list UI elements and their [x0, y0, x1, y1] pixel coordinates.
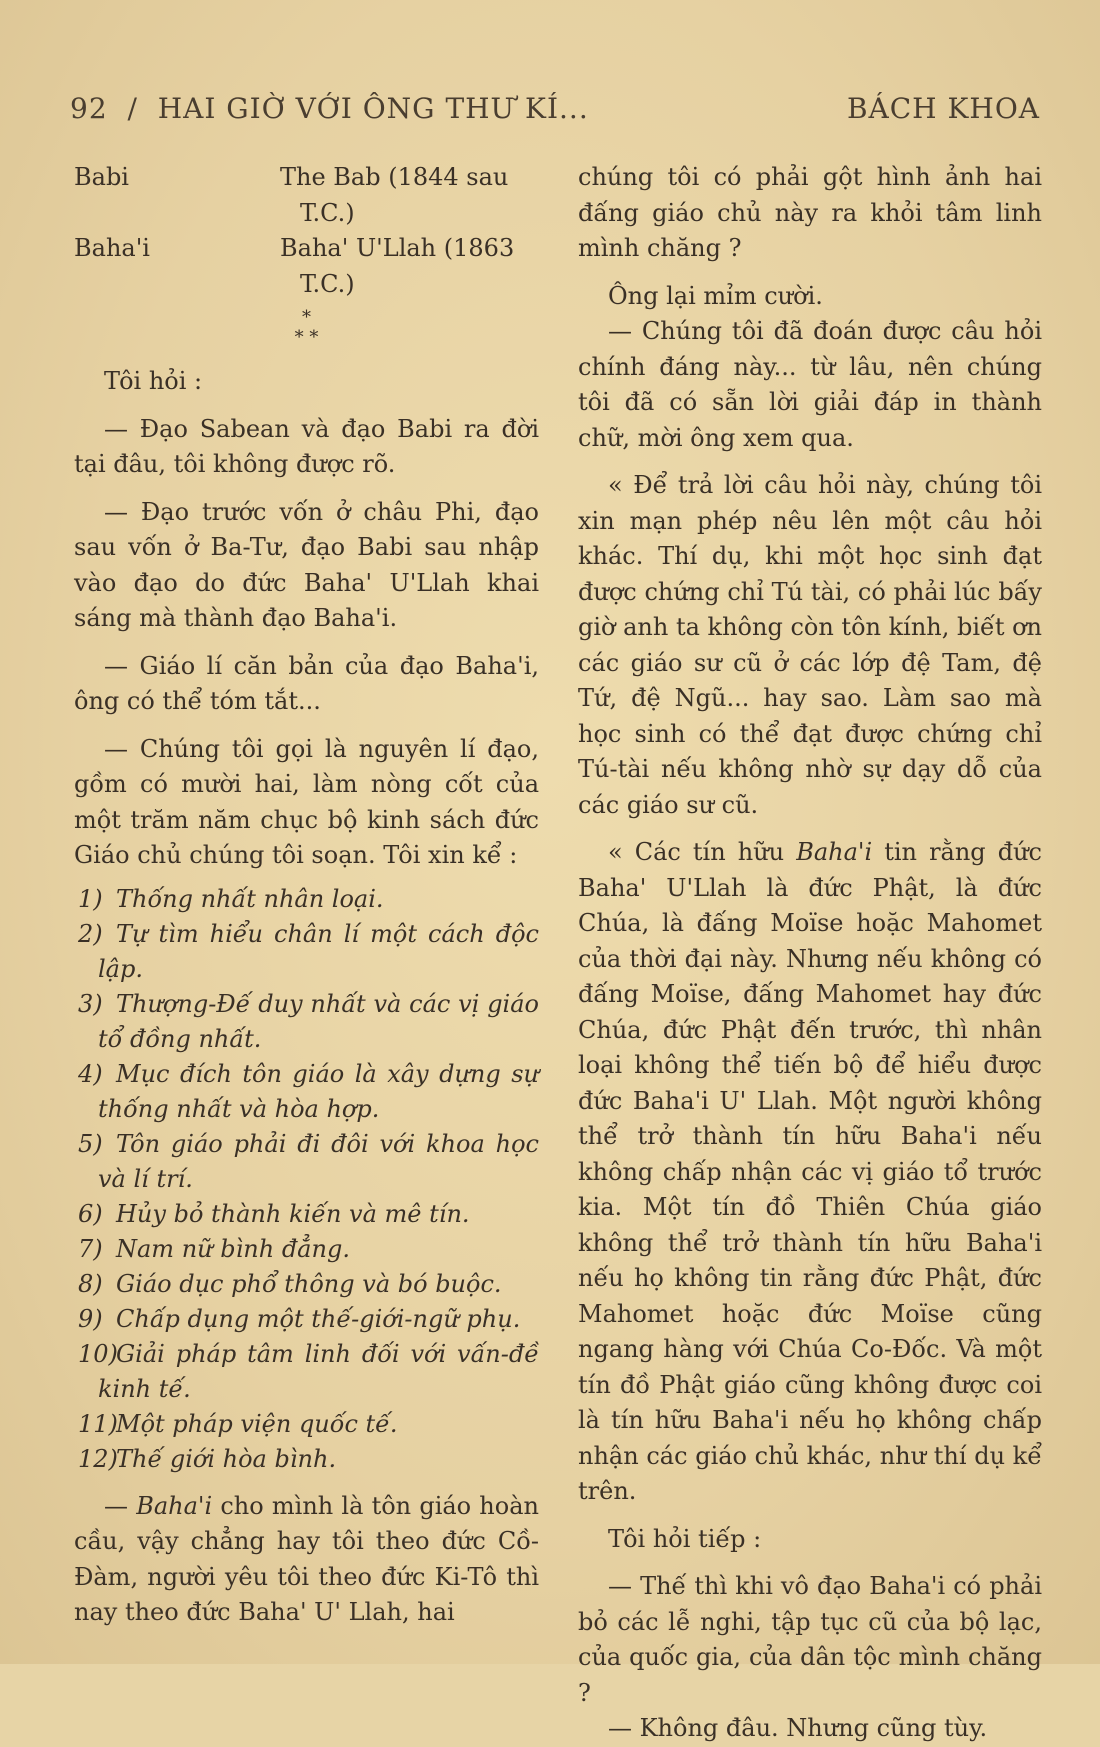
principle-number: 8): [78, 1269, 103, 1298]
principle-item: [74, 1337, 539, 1407]
principle-number: 2): [78, 919, 103, 948]
paragraph: Ông lại mỉm cười.: [608, 281, 823, 310]
principle-number: 1): [78, 884, 103, 913]
dict-definition: [280, 160, 542, 231]
paragraph: Tôi hỏi :: [104, 367, 203, 395]
principle-number: 12): [78, 1444, 118, 1473]
dict-entry-babi: [74, 160, 539, 231]
paragraph: — Không đâu. Nhưng cũng tùy.: [608, 1714, 988, 1742]
principle-text: Hủy bỏ thành kiến và mê tín.: [116, 1199, 470, 1228]
principle-text: Tôn giáo phải đi đôi với khoa học và lí trí.: [98, 1129, 539, 1193]
principle-text: Nam nữ bình đẳng.: [116, 1234, 350, 1263]
principle-text: Mục đích tôn giáo là xây dựng sự thống nhất và hòa hợp.: [98, 1059, 539, 1123]
header-separator: /: [127, 92, 138, 125]
principle-number: 3): [78, 989, 103, 1018]
header-left: [70, 92, 589, 125]
principle-number: 9): [78, 1304, 103, 1333]
principle-number: 10): [78, 1339, 118, 1368]
dict-def-line: T.C.): [300, 269, 355, 298]
principles-list: [74, 882, 539, 1477]
dict-term: Baha'i: [74, 234, 150, 262]
paragraph: [74, 1489, 539, 1631]
running-title: HAI GIỜ VỚI ÔNG THƯ KÍ...: [157, 92, 589, 125]
text-run: tin rằng đức Baha' U'Llah là đức Phật, là đức Chúa, là đấng Moïse hoặc Mahomet của thời đại này. Nhưng nếu không có đấng Moïse, đấng Mahomet hay đức Chúa, đức Phật đến trước, thì nhân loại không thể tiến bộ để hiểu được đức Baha'i U' Llah. Một người không thể trở thành tín hữu Baha'i nếu không chấp nhận các vị giáo tổ trước kia. Một tín đồ Thiên Chúa giáo không thể trở thành tín hữu Baha'i nếu họ không tin rằng đức Phật, đức Mahomet hoặc đức Moïse cũng ngang hàng với Chúa Co-Đốc. Và một tín đồ Phật giáo cũng không được coi là tín hữu Baha'i nếu họ không chấp nhận các giáo chủ khác, như thí dụ kể trên.: [578, 838, 1042, 1505]
paragraph: « Để trả lời câu hỏi này, chúng tôi xin mạn phép nêu lên một câu hỏi khác. Thí dụ, khi một học sinh đạt được chứng chỉ Tú tài, có phải lúc bấy giờ anh ta không còn tôn kính, biết ơn các giáo sư cũ ở các lớp đệ Tam, đệ Tứ, đệ Ngũ... hay sao. Làm sao mà học sinh có thể đạt được chứng chỉ Tú-tài nếu không nhờ sự dạy dỗ của các giáo sư cũ.: [578, 471, 1042, 819]
principle-number: 11): [78, 1409, 118, 1438]
right-column: [578, 160, 1042, 1747]
principle-item: [74, 917, 539, 987]
dict-definition: [280, 231, 542, 302]
paragraph: — Đạo Sabean và đạo Babi ra đời tại đâu, tôi không được rõ.: [74, 414, 539, 478]
principle-item: [74, 1197, 539, 1232]
principle-item: [74, 1302, 539, 1337]
paragraph: — Chúng tôi gọi là nguyên lí đạo, gồm có mười hai, làm nòng cốt của một trăm năm chục bộ kinh sách đức Giáo chủ chúng tôi soạn. Tôi xin kể :: [74, 734, 539, 869]
publication-name: BÁCH KHOA: [846, 92, 1040, 125]
principle-item: [74, 1057, 539, 1127]
principle-item: [74, 1442, 539, 1477]
dict-def-line: T.C.): [300, 198, 355, 227]
paragraph: [578, 835, 1042, 1510]
principle-item: [74, 882, 539, 917]
dict-term: Babi: [74, 163, 129, 191]
text-run: cho mình là tôn giáo hoàn cầu, vậy chẳng hay tôi theo đức Cồ-Đàm, người yêu tôi theo đức Ki-Tô thì nay theo đức Baha' U' Llah, hai: [74, 1491, 539, 1626]
paragraph: Tôi hỏi tiếp :: [608, 1524, 762, 1553]
principle-text: Tự tìm hiểu chân lí một cách độc lập.: [98, 919, 539, 983]
left-column: [74, 160, 539, 1631]
page-number: 92: [70, 92, 108, 125]
principle-text: Chấp dụng một thế-giới-ngữ phụ.: [116, 1304, 521, 1333]
principle-item: [74, 1267, 539, 1302]
text-run: « Các tín hữu: [608, 838, 797, 866]
section-break-asterisks: [74, 302, 539, 364]
principle-text: Thế giới hòa bình.: [116, 1444, 337, 1473]
principle-text: Thống nhất nhân loại.: [116, 884, 384, 913]
principle-number: 6): [78, 1199, 103, 1228]
text-run-italic: Baha'i: [796, 838, 873, 866]
paragraph: — Đạo trước vốn ở châu Phi, đạo sau vốn ở Ba-Tư, đạo Babi sau nhập vào đạo do đức Baha' U'Llah khai sáng mà thành đạo Baha'i.: [74, 497, 539, 632]
principle-item: [74, 1407, 539, 1442]
principle-item: [74, 987, 539, 1057]
principle-number: 7): [78, 1234, 103, 1263]
dict-entry-bahai: [74, 231, 539, 302]
principle-text: Giáo dục phổ thông và bó buộc.: [116, 1269, 502, 1298]
text-run-italic: Baha'i: [136, 1491, 213, 1520]
text-run: —: [104, 1491, 137, 1520]
asterism: * * *: [294, 307, 319, 348]
principle-text: Một pháp viện quốc tế.: [116, 1409, 398, 1438]
dict-def-line: The Bab (1844 sau: [280, 163, 509, 191]
principle-text: Giải pháp tâm linh đối với vấn-đề kinh tế.: [98, 1339, 539, 1403]
principle-number: 5): [78, 1129, 103, 1158]
dict-def-line: Baha' U'Llah (1863: [280, 234, 515, 262]
principle-item: [74, 1232, 539, 1267]
principle-number: 4): [78, 1059, 103, 1088]
paragraph: — Giáo lí căn bản của đạo Baha'i, ông có thể tóm tắt...: [74, 651, 539, 715]
paragraph: chúng tôi có phải gột hình ảnh hai đấng giáo chủ này ra khỏi tâm linh mình chăng ?: [578, 163, 1042, 262]
principle-text: Thượng-Đế duy nhất và các vị giáo tổ đồng nhất.: [98, 989, 539, 1053]
paragraph: — Chúng tôi đã đoán được câu hỏi chính đáng này... từ lâu, nên chúng tôi đã có sẵn lời giải đáp in thành chữ, mời ông xem qua.: [578, 317, 1042, 452]
paragraph: — Thế thì khi vô đạo Baha'i có phải bỏ các lễ nghi, tập tục cũ của bộ lạc, của quốc gia, của dân tộc mình chăng ?: [578, 1572, 1042, 1707]
principle-item: [74, 1127, 539, 1197]
